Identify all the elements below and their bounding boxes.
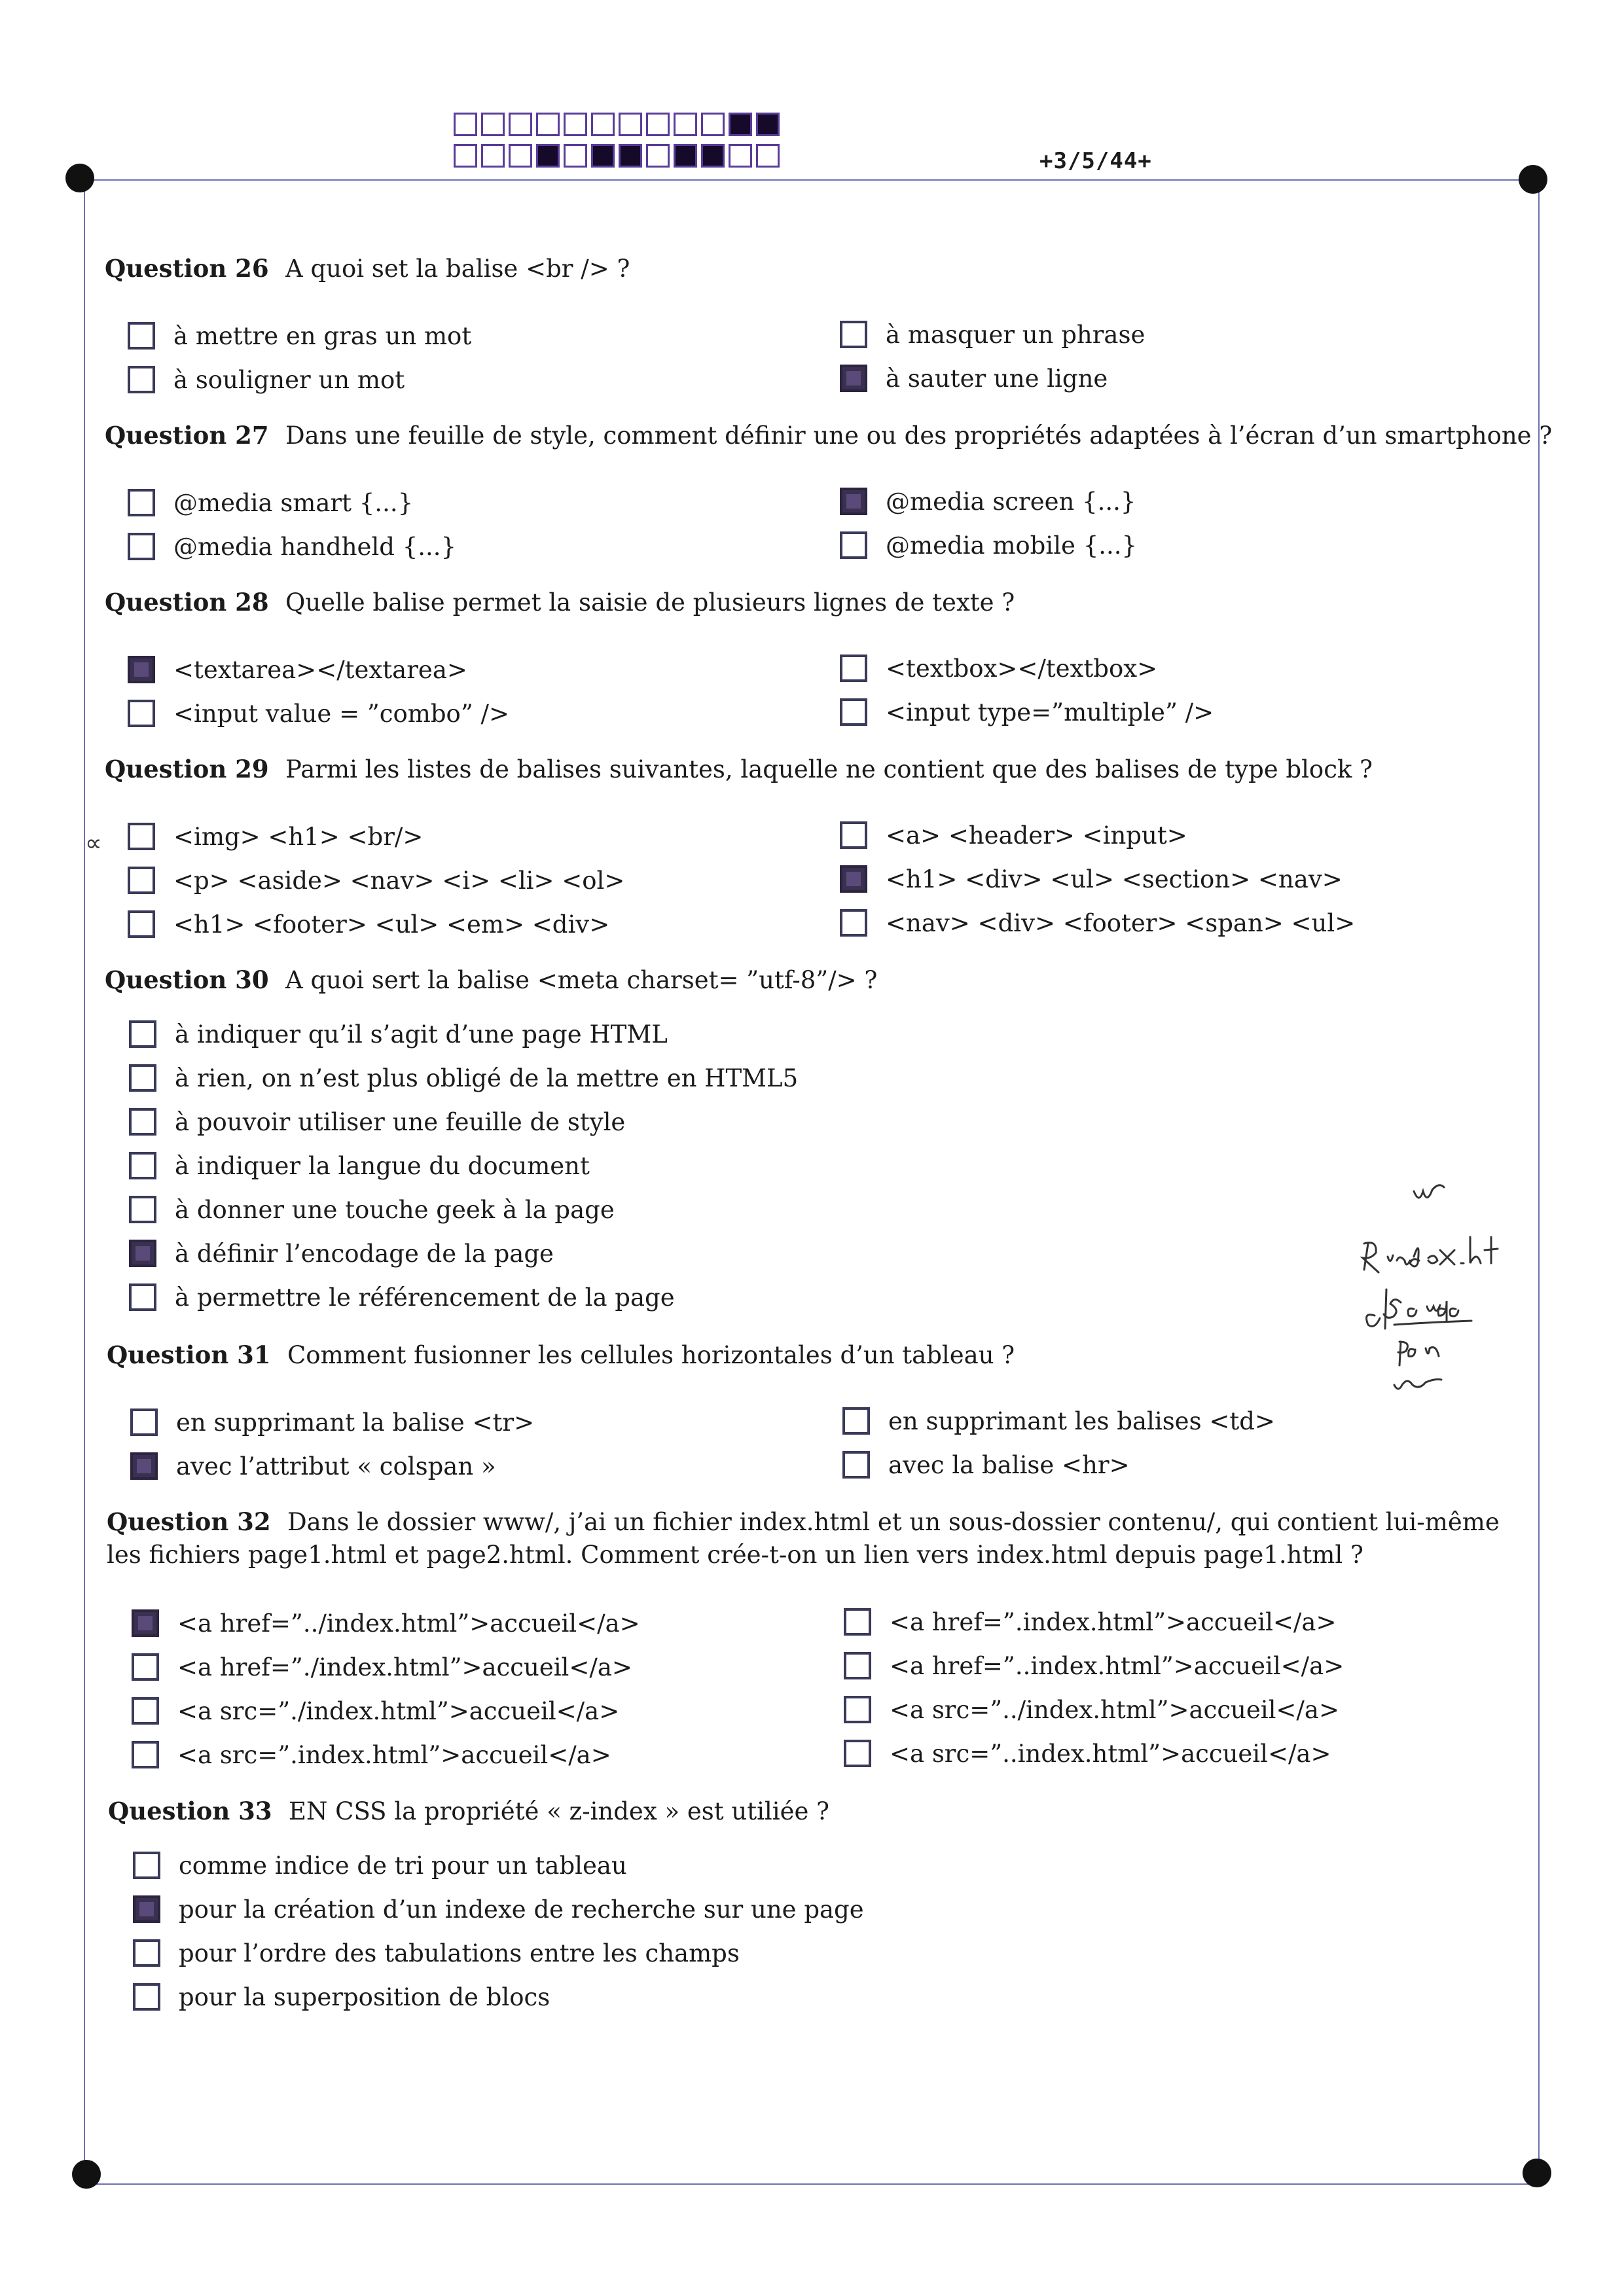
answer-option[interactable]: [130, 1450, 496, 1482]
barcode-cell: [454, 113, 477, 136]
answer-label: <a src=”..index.html”>accueil</a>: [890, 1739, 1331, 1768]
answer-option[interactable]: [840, 696, 1214, 728]
answer-option[interactable]: [844, 1649, 1344, 1682]
question-number: Question 28: [105, 588, 269, 617]
answer-option[interactable]: [128, 908, 609, 941]
checkbox[interactable]: [129, 1108, 156, 1136]
answer-label: <a src=”../index.html”>accueil</a>: [890, 1695, 1339, 1724]
answer-option[interactable]: [128, 697, 509, 730]
answer-option[interactable]: [844, 1693, 1339, 1726]
barcode-cell: [646, 113, 670, 136]
answer-label: <h1> <div> <ul> <section> <nav>: [886, 865, 1343, 893]
checkbox[interactable]: [840, 821, 867, 849]
answer-option[interactable]: [133, 1893, 864, 1926]
checkbox[interactable]: [130, 1452, 158, 1480]
answer-label: <h1> <footer> <ul> <em> <div>: [173, 910, 610, 939]
question-text: Dans le dossier www/, j’ai un fichier index.html et un sous-dossier contenu/, qui contient lui-même les fichiers page1.html et page2.html. Comment crée-t-on un lien vers index.html depuis page1.html ?: [107, 1508, 1500, 1569]
answer-option[interactable]: [840, 906, 1355, 939]
barcode-cell: [481, 144, 505, 168]
answer-option[interactable]: [128, 820, 423, 853]
answer-option[interactable]: [129, 1193, 615, 1226]
answer-label: à indiquer qu’il s’agit d’une page HTML: [175, 1020, 668, 1049]
barcode-cell: [536, 144, 560, 168]
question-number: Question 26: [105, 254, 269, 283]
answer-label: <a href=”..index.html”>accueil</a>: [890, 1651, 1344, 1680]
answer-label: à souligner un mot: [173, 365, 405, 394]
registration-mark-bottom-right: [1523, 2159, 1551, 2187]
answer-option[interactable]: [840, 819, 1187, 852]
checkbox[interactable]: [128, 823, 155, 850]
barcode-cell: [674, 113, 697, 136]
checkbox[interactable]: [133, 1852, 160, 1879]
answer-label: @media handheld {...}: [173, 532, 457, 561]
answer-option[interactable]: [132, 1695, 619, 1727]
answer-option[interactable]: [129, 1237, 554, 1270]
barcode-row-2: [454, 144, 784, 168]
barcode-cell: [509, 144, 532, 168]
answer-option[interactable]: [128, 486, 413, 519]
answer-option[interactable]: [128, 319, 471, 352]
answer-label: avec l’attribut « colspan »: [176, 1452, 496, 1480]
answer-label: en supprimant les balises <td>: [888, 1407, 1275, 1435]
question-text: EN CSS la propriété « z-index » est utiliée ?: [289, 1797, 829, 1825]
answer-label: <input type=”multiple” />: [886, 698, 1214, 726]
barcode-cell: [619, 144, 642, 168]
answer-label: <textarea></textarea>: [173, 655, 467, 684]
answer-label: <a> <header> <input>: [886, 821, 1187, 850]
answer-label: <input value = ”combo” />: [173, 699, 509, 728]
checkbox[interactable]: [129, 1020, 156, 1048]
checkbox[interactable]: [840, 655, 867, 682]
answer-option[interactable]: [132, 1651, 632, 1683]
barcode-cell: [756, 113, 780, 136]
checkbox[interactable]: [844, 1608, 871, 1636]
question-number: Question 31: [107, 1340, 271, 1369]
answer-option[interactable]: [840, 485, 1136, 518]
answer-label: pour l’ordre des tabulations entre les champs: [179, 1939, 740, 1967]
answer-label: <a src=”./index.html”>accueil</a>: [177, 1696, 620, 1725]
checkbox[interactable]: [133, 1939, 160, 1967]
checkbox[interactable]: [129, 1240, 156, 1267]
question-text: A quoi sert la balise <meta charset= ”utf-8”/> ?: [285, 966, 878, 994]
answer-option[interactable]: [840, 652, 1157, 685]
answer-option[interactable]: [842, 1405, 1275, 1437]
margin-mark: ∝: [85, 830, 102, 857]
answer-option[interactable]: [132, 1607, 640, 1640]
checkbox[interactable]: [129, 1064, 156, 1092]
checkbox[interactable]: [840, 321, 867, 348]
answer-option[interactable]: [844, 1605, 1336, 1638]
checkbox[interactable]: [840, 698, 867, 726]
handwritten-annotation: [1316, 1165, 1591, 1414]
checkbox[interactable]: [132, 1697, 159, 1725]
barcode-cell: [591, 113, 615, 136]
checkbox[interactable]: [128, 489, 155, 516]
checkbox[interactable]: [840, 909, 867, 937]
barcode-cell: [729, 113, 752, 136]
answer-option[interactable]: [132, 1738, 611, 1771]
checkbox[interactable]: [128, 867, 155, 894]
answer-option[interactable]: [840, 362, 1108, 395]
question-header: [108, 1795, 829, 1828]
registration-mark-top-right: [1519, 165, 1547, 194]
answer-label: @media screen {...}: [886, 487, 1136, 516]
checkbox[interactable]: [844, 1740, 871, 1767]
answer-label: à donner une touche geek à la page: [175, 1195, 615, 1224]
answer-option[interactable]: [133, 1981, 550, 2013]
answer-label: à indiquer la langue du document: [175, 1151, 590, 1180]
answer-label: à masquer un phrase: [886, 320, 1146, 349]
answer-label: en supprimant la balise <tr>: [176, 1408, 535, 1437]
barcode-cell: [564, 113, 587, 136]
answer-option[interactable]: [840, 318, 1145, 351]
answer-label: <p> <aside> <nav> <i> <li> <ol>: [173, 866, 625, 895]
answer-option[interactable]: [844, 1737, 1331, 1770]
checkbox[interactable]: [128, 322, 155, 350]
checkbox[interactable]: [128, 910, 155, 938]
answer-option[interactable]: [129, 1105, 625, 1138]
checkbox[interactable]: [128, 533, 155, 560]
answer-label: à permettre le référencement de la page: [175, 1283, 675, 1312]
barcode-cell: [729, 144, 752, 168]
answer-option[interactable]: [129, 1062, 798, 1094]
question-header: [105, 963, 877, 997]
checkbox[interactable]: [129, 1196, 156, 1223]
answer-label: <a href=”./index.html”>accueil</a>: [177, 1653, 632, 1681]
answer-option[interactable]: [129, 1281, 675, 1314]
question-text: Comment fusionner les cellules horizontales d’un tableau ?: [287, 1341, 1015, 1369]
checkbox[interactable]: [129, 1283, 156, 1311]
question-number: Question 33: [108, 1797, 272, 1825]
answer-option[interactable]: [128, 653, 467, 686]
answer-option[interactable]: [128, 864, 624, 897]
question-text: Quelle balise permet la saisie de plusieurs lignes de texte ?: [285, 588, 1015, 617]
barcode-cell: [701, 113, 725, 136]
answer-label: <nav> <div> <footer> <span> <ul>: [886, 908, 1356, 937]
checkbox[interactable]: [132, 1653, 159, 1681]
question-header: [107, 1505, 1514, 1571]
question-header: [105, 419, 1552, 452]
barcode-cell: [536, 113, 560, 136]
checkbox[interactable]: [129, 1152, 156, 1179]
registration-mark-bottom-left: [72, 2160, 101, 2189]
checkbox[interactable]: [128, 700, 155, 727]
answer-label: <a href=”../index.html”>accueil</a>: [177, 1609, 640, 1638]
answer-label: comme indice de tri pour un tableau: [179, 1851, 627, 1880]
answer-label: à rien, on n’est plus obligé de la mettre en HTML5: [175, 1064, 799, 1092]
question-text: Dans une feuille de style, comment définir une ou des propriétés adaptées à l’écran d’un smartphone ?: [285, 422, 1553, 450]
answer-label: à pouvoir utiliser une feuille de style: [175, 1107, 626, 1136]
checkbox[interactable]: [840, 531, 867, 559]
question-header: [107, 1338, 1015, 1372]
checkbox[interactable]: [132, 1609, 159, 1637]
question-number: Question 30: [105, 965, 269, 994]
registration-mark-top-left: [65, 164, 94, 192]
barcode-row-1: [454, 113, 784, 136]
checkbox[interactable]: [842, 1407, 870, 1435]
answer-label: <a src=”.index.html”>accueil</a>: [177, 1740, 611, 1769]
answer-option[interactable]: [133, 1849, 627, 1882]
question-number: Question 29: [105, 755, 269, 783]
question-text: A quoi set la balise <br /> ?: [285, 255, 630, 283]
answer-label: à définir l’encodage de la page: [175, 1239, 554, 1268]
answer-label: avec la balise <hr>: [888, 1450, 1130, 1479]
barcode-cell: [756, 144, 780, 168]
checkbox[interactable]: [844, 1696, 871, 1723]
barcode-cell: [701, 144, 725, 168]
question-header: [105, 753, 1373, 786]
barcode-cell: [591, 144, 615, 168]
barcode-cell: [509, 113, 532, 136]
answer-label: <img> <h1> <br/>: [173, 822, 424, 851]
answer-option[interactable]: [128, 363, 405, 396]
answer-option[interactable]: [840, 863, 1343, 895]
answer-label: @media smart {...}: [173, 488, 414, 517]
answer-option[interactable]: [130, 1406, 534, 1439]
answer-label: à sauter une ligne: [886, 364, 1108, 393]
checkbox[interactable]: [128, 366, 155, 393]
barcode-cell: [646, 144, 670, 168]
checkbox[interactable]: [132, 1741, 159, 1768]
barcode-cell: [619, 113, 642, 136]
answer-option[interactable]: [128, 530, 456, 563]
answer-label: @media mobile {...}: [886, 531, 1138, 560]
answer-label: pour la création d’un indexe de recherche sur une page: [179, 1895, 864, 1924]
answer-option[interactable]: [133, 1937, 740, 1969]
answer-option[interactable]: [840, 529, 1137, 562]
checkbox[interactable]: [842, 1451, 870, 1479]
page-id: +3/5/44+: [1039, 148, 1152, 174]
answer-option[interactable]: [129, 1018, 668, 1050]
checkbox[interactable]: [840, 365, 867, 392]
answer-label: <a href=”.index.html”>accueil</a>: [890, 1607, 1337, 1636]
barcode-cell: [674, 144, 697, 168]
checkbox[interactable]: [133, 1895, 160, 1923]
question-header: [105, 252, 630, 285]
barcode-cell: [454, 144, 477, 168]
answer-label: à mettre en gras un mot: [173, 321, 472, 350]
question-text: Parmi les listes de balises suivantes, laquelle ne contient que des balises de type block ?: [285, 755, 1373, 783]
question-header: [105, 586, 1015, 619]
barcode-cell: [481, 113, 505, 136]
answer-label: pour la superposition de blocs: [179, 1982, 550, 2011]
question-number: Question 27: [105, 421, 269, 450]
answer-option[interactable]: [842, 1448, 1130, 1481]
question-number: Question 32: [107, 1507, 271, 1536]
checkbox[interactable]: [128, 656, 155, 683]
checkbox[interactable]: [844, 1652, 871, 1679]
answer-option[interactable]: [129, 1149, 590, 1182]
checkbox[interactable]: [133, 1983, 160, 2011]
checkbox[interactable]: [840, 865, 867, 893]
checkbox[interactable]: [130, 1408, 158, 1436]
barcode-cell: [564, 144, 587, 168]
answer-label: <textbox></textbox>: [886, 654, 1158, 683]
checkbox[interactable]: [840, 488, 867, 515]
